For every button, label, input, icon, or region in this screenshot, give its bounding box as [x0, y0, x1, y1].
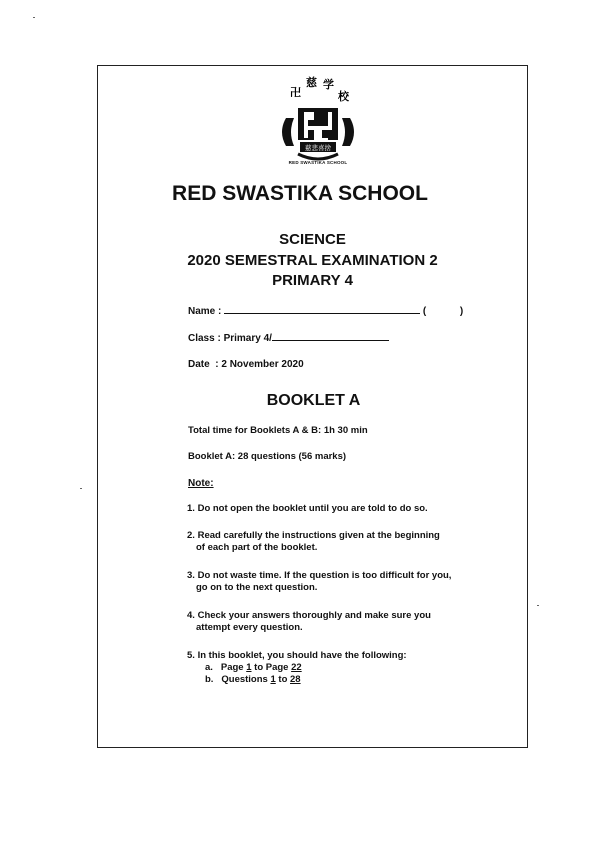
sub-item-label: a.	[205, 662, 213, 673]
name-field	[188, 306, 463, 317]
date-field	[188, 359, 304, 370]
name-label: Name :	[188, 306, 222, 317]
scan-speck	[537, 605, 539, 606]
exam-title: 2020 SEMESTRAL EXAMINATION 2	[187, 252, 438, 269]
logo-char-3: 学	[323, 78, 334, 91]
note-text: In this booklet, you should have the following:	[197, 650, 407, 661]
crest-base-curve	[298, 154, 338, 159]
sub-item-label: b.	[205, 674, 214, 685]
booklet-info: Booklet A: 28 questions (56 marks)	[188, 451, 347, 462]
sub-item-b	[205, 674, 301, 685]
note-text: Check your answers thoroughly and make sure you	[197, 610, 431, 621]
note-number: 4.	[187, 610, 195, 621]
level-title: PRIMARY 4	[272, 272, 353, 289]
question-to: 28	[290, 674, 301, 685]
note-item-4	[187, 610, 507, 634]
sub-item-to: to Page	[254, 662, 289, 673]
left-wing-shape	[282, 118, 294, 146]
note-number: 2.	[187, 530, 195, 541]
name-paren-close: )	[459, 306, 464, 317]
total-time: Total time for Booklets A & B: 1h 30 min	[188, 425, 368, 436]
page-from: 1	[246, 662, 252, 673]
sub-item-prefix: Page	[220, 662, 244, 673]
note-text: Do not open the booklet until you are told to do so.	[197, 503, 428, 514]
sub-item-a	[205, 662, 302, 673]
subject-title: SCIENCE	[279, 231, 346, 248]
sub-item-to: to	[278, 674, 288, 685]
class-input-line[interactable]	[272, 340, 389, 341]
logo-char-1: 卍	[290, 86, 301, 99]
note-heading: Note:	[188, 478, 214, 489]
note-number: 5.	[187, 650, 195, 661]
note-number: 1.	[187, 503, 195, 514]
logo-motto: 慈悲喜捨	[305, 144, 331, 152]
scan-speck	[33, 17, 35, 18]
note-text-continued: go on to the next question.	[196, 582, 318, 593]
logo-char-4: 校	[338, 90, 349, 103]
note-item-1	[187, 503, 507, 515]
school-name: RED SWASTIKA SCHOOL	[172, 182, 428, 205]
note-item-5	[187, 650, 507, 662]
page-to: 22	[291, 662, 302, 673]
note-number: 3.	[187, 570, 195, 581]
school-crest-logo	[268, 74, 368, 174]
note-item-3	[187, 570, 507, 594]
sub-item-prefix: Questions	[221, 674, 268, 685]
class-label: Class : Primary 4/	[188, 333, 272, 344]
date-label: Date	[188, 359, 210, 370]
note-text-continued: attempt every question.	[196, 622, 303, 633]
booklet-title: BOOKLET A	[266, 392, 361, 409]
logo-char-2: 慈	[306, 76, 317, 89]
date-value: : 2 November 2020	[215, 359, 304, 370]
name-input-line[interactable]	[224, 313, 420, 314]
note-text: Read carefully the instructions given at the beginning	[197, 530, 440, 541]
right-wing-shape	[342, 118, 354, 146]
name-paren-open: (	[422, 306, 427, 317]
class-field	[188, 333, 389, 344]
scan-speck	[80, 488, 82, 489]
note-item-2	[187, 530, 507, 554]
note-text-continued: of each part of the booklet.	[196, 542, 318, 553]
question-from: 1	[270, 674, 276, 685]
note-text: Do not waste time. If the question is too difficult for you,	[197, 570, 452, 581]
logo-caption: RED SWASTIKA SCHOOL	[288, 160, 348, 165]
